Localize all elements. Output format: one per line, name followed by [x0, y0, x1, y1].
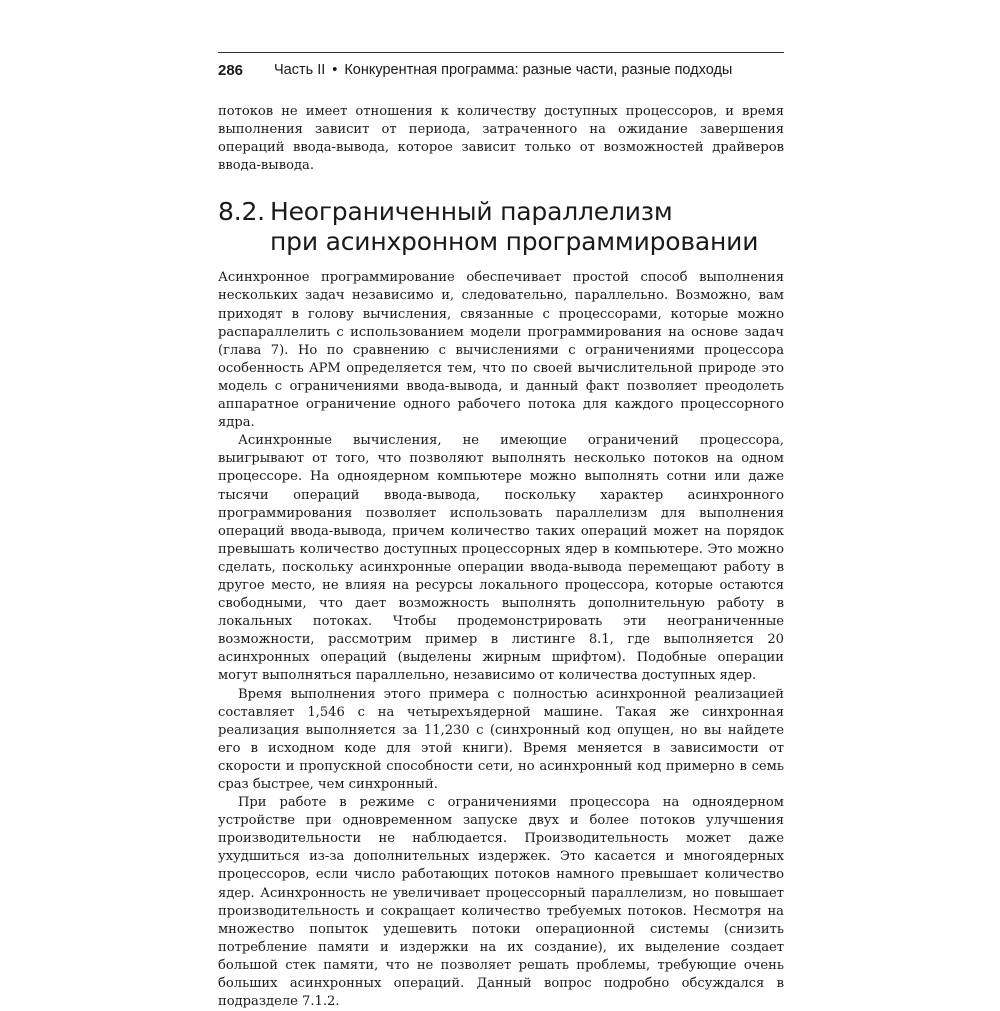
paragraph-3: Время выполнения этого примера с полностью асинхронной реализацией составляет 1,546 с на четырехъядерной машине. Такая же синхронная реализация выполняется за 11,230 с (синхронный код опущен, но вы найдете его в исходном коде для этой книги). Время меняется в зависимости от скорости и пропускной способности сети, но асинхронный код примерно в семь сраз быстрее, чем синхронный. [218, 686, 784, 792]
section-title-line-2: при асинхронном программировании [270, 227, 759, 257]
part-label: Часть II [274, 62, 326, 78]
paragraph-2: Асинхронные вычисления, не имеющие ограничений процессора, выигрывают от того, что позволяют выполнять несколько потоков на одном процессоре. На одноядерном компьютере можно выполнять сотни или даже тысячи операций ввода-вывода, поскольку характер асинхронного программирования позволяет использовать параллелизм для выполнения операций ввода-вывода, причем количество таких операций может на порядок превышать количество доступных процессорных ядер в компьютере. Это можно сделать, поскольку асинхронные операции ввода-вывода перемещают работу в другое место, не влияя на ресурсы локального процессора, которые остаются свободными, что дает возможность выполнять дополнительную работу в локальных потоках. Чтобы продемонстрировать эти неограниченные возможности, рассмотрим пример в листинге 8.1, где выполняется 20 асинхронных операций (выделены жирным шрифтом). Подобные операции могут выполняться параллельно, независимо от количества доступных ядер. [218, 433, 784, 684]
section-heading [218, 197, 784, 257]
part-title: Конкурентная программа: разные части, разные подходы [344, 62, 733, 78]
paragraph-1: Асинхронное программирование обеспечивает простой способ выполнения нескольких задач независимо и, следовательно, параллельно. Возможно, вам приходят в голову вычисления, связанные с процессорами, которые можно распараллелить с использованием модели программирования на основе задач (глава 7). Но по сравнению с вычислениями с ограничениями процессора особенность APM определяется тем, что по своей вычислительной природе это модель с ограничениями ввода-вывода, и данный факт позволяет преодолеть аппаратное ограничение одного рабочего потока для каждого процессорного ядра. [218, 270, 784, 431]
book-page [218, 52, 784, 1011]
section-number: 8.2. [218, 197, 265, 227]
paragraph-4: При работе в режиме с ограничениями процессора на одноядерном устройстве при одновременном запуске двух и более потоков улучшения производительности не наблюдается. Производительность может даже ухудшиться из-за дополнительных издержек. Это касается и многоядерных процессоров, если число работающих потоков намного превышает количество ядер. Асинхронность не увеличивает процессорный параллелизм, но повышает производительность и сокращает количество требуемых потоков. Несмотря на множество попыток удешевить потоки операционной системы (снизить потребление памяти и издержки на их создание), их выделение создает большой стек памяти, что не позволяет решать проблемы, требующие очень больших асинхронных операций. Данный вопрос подробно обсуждался в подразделе 7.1.2. [218, 795, 784, 1010]
running-header [218, 52, 784, 87]
part-info [274, 62, 732, 78]
header-bullet: • [332, 62, 338, 78]
continued-paragraph: потоков не имеет отношения к количеству доступных процессоров, и время выполнения зависит от периода, затраченного на ожидание завершения операций ввода-вывода, которое зависит только от возможностей драйверов ввода-вывода. [218, 104, 784, 174]
page-number: 286 [218, 62, 244, 79]
section-title-line-1: Неограниченный параллелизм [270, 197, 673, 227]
